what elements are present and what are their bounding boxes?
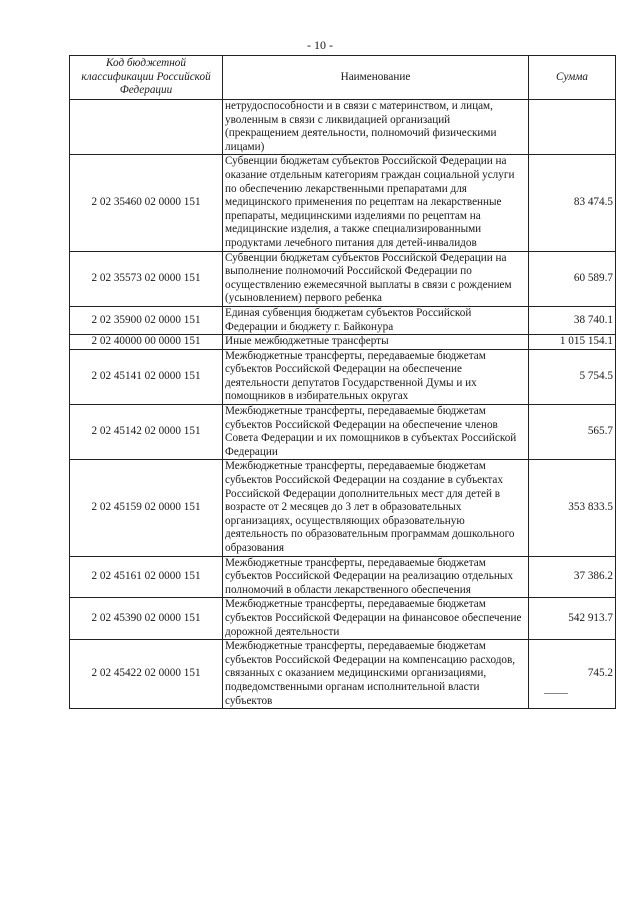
table-row — [70, 640, 616, 709]
row-sum: 38 740.1 — [529, 306, 616, 334]
header-sum: Сумма — [529, 56, 616, 100]
table-row — [70, 251, 616, 306]
row-name: Единая субвенция бюджетам субъектов Российской Федерации и бюджету г. Байконура — [223, 306, 529, 334]
row-code: 2 02 40000 00 0000 151 — [70, 335, 223, 350]
row-name: Субвенции бюджетам субъектов Российской Федерации на оказание отдельным категориям граждан социальной услуги по обеспечению лекарственными препаратами для медицинского применения по рецептам на лекарственные препараты, медицинскими изделиями по рецептам на медицинские изделия, а также специализированными продуктами лечебного питания для детей-инвалидов — [223, 155, 529, 251]
row-sum: 83 474.5 — [529, 155, 616, 251]
row-sum: 542 913.7 — [529, 598, 616, 640]
header-name: Наименование — [223, 56, 529, 100]
row-sum: 60 589.7 — [529, 251, 616, 306]
table-row — [70, 556, 616, 598]
header-code: Код бюджетной классификации Российской Федерации — [70, 56, 223, 100]
page-number: - 10 - — [307, 38, 333, 52]
row-name: Субвенции бюджетам субъектов Российской Федерации на выполнение полномочий Российской Федерации по осуществлению ежемесячной выплаты в связи с рождением (усыновлением) первого ребенка — [223, 251, 529, 306]
table-row — [70, 306, 616, 334]
budget-table — [69, 55, 616, 709]
row-code: 2 02 35900 02 0000 151 — [70, 306, 223, 334]
row-code: 2 02 35460 02 0000 151 — [70, 155, 223, 251]
row-name: Межбюджетные трансферты, передаваемые бюджетам субъектов Российской Федерации на обеспечение деятельности депутатов Государственной Думы и их помощников в избирательных округах — [223, 349, 529, 404]
table-row — [70, 155, 616, 251]
row-code: 2 02 45390 02 0000 151 — [70, 598, 223, 640]
table-row — [70, 405, 616, 460]
row-sum: 37 386.2 — [529, 556, 616, 598]
table-row — [70, 335, 616, 350]
row-name: Межбюджетные трансферты, передаваемые бюджетам субъектов Российской Федерации на финансовое обеспечение дорожной деятельности — [223, 598, 529, 640]
row-name: Межбюджетные трансферты, передаваемые бюджетам субъектов Российской Федерации на реализацию отдельных полномочий в области лекарственного обеспечения — [223, 556, 529, 598]
row-code: 2 02 45141 02 0000 151 — [70, 349, 223, 404]
row-sum: 745.2 — [529, 640, 616, 709]
row-code: 2 02 45159 02 0000 151 — [70, 460, 223, 556]
row-name: Межбюджетные трансферты, передаваемые бюджетам субъектов Российской Федерации на обеспечение членов Совета Федерации и их помощников в субъектах Российской Федерации — [223, 405, 529, 460]
row-name: Межбюджетные трансферты, передаваемые бюджетам субъектов Российской Федерации на создание в субъектах Российской Федерации дополнительных мест для детей в возрасте от 2 месяцев до 3 лет в образовательных организациях, осуществляющих образовательную деятельность по образовательным программам дошкольного образования — [223, 460, 529, 556]
row-code: 2 02 45422 02 0000 151 — [70, 640, 223, 709]
scan-mark — [544, 693, 568, 694]
row-name: нетрудоспособности и в связи с материнством, и лицам, уволенным в связи с ликвидацией организаций (прекращением деятельности, полномочий физическими лицами) — [223, 100, 529, 155]
row-name: Межбюджетные трансферты, передаваемые бюджетам субъектов Российской Федерации на компенсацию расходов, связанных с оказанием медицинскими организациями, подведомственными органам исполнительной власти субъектов — [223, 640, 529, 709]
row-sum: 5 754.5 — [529, 349, 616, 404]
row-code: 2 02 45161 02 0000 151 — [70, 556, 223, 598]
table-row — [70, 460, 616, 556]
row-sum: 353 833.5 — [529, 460, 616, 556]
table-row — [70, 100, 616, 155]
row-name: Иные межбюджетные трансферты — [223, 335, 529, 350]
table-row — [70, 598, 616, 640]
row-sum: 1 015 154.1 — [529, 335, 616, 350]
row-code: 2 02 35573 02 0000 151 — [70, 251, 223, 306]
row-code — [70, 100, 223, 155]
row-sum: 565.7 — [529, 405, 616, 460]
row-code: 2 02 45142 02 0000 151 — [70, 405, 223, 460]
table-header-row — [70, 56, 616, 100]
table-row — [70, 349, 616, 404]
row-sum — [529, 100, 616, 155]
